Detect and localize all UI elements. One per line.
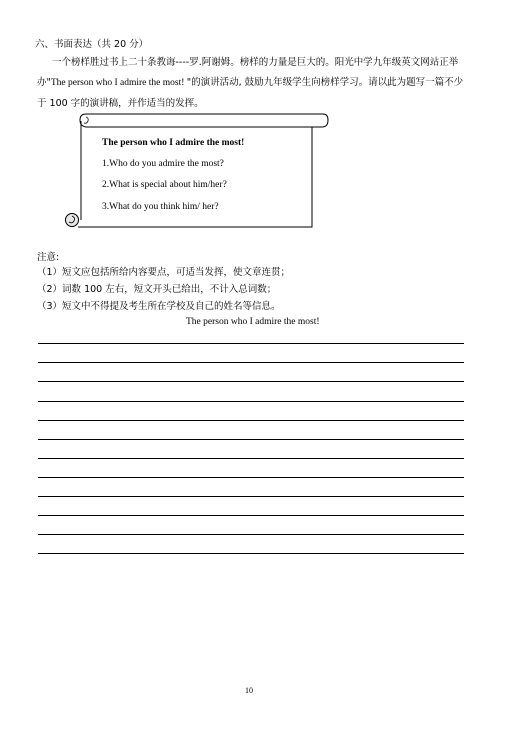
section-title: 六、书面表达（共 20 分） xyxy=(35,39,149,50)
writing-line[interactable] xyxy=(38,420,464,421)
writing-line[interactable] xyxy=(38,401,464,402)
writing-line[interactable] xyxy=(38,343,464,344)
writing-line[interactable] xyxy=(38,439,464,440)
essay-title: The person who I admire the most! xyxy=(186,317,320,327)
notes-label: 注意: xyxy=(37,252,60,263)
note-item-3: （3）短文中不得提及考生所在学校及自己的姓名等信息。 xyxy=(37,301,281,312)
writing-line[interactable] xyxy=(38,381,464,382)
scroll-box xyxy=(64,112,329,230)
writing-line[interactable] xyxy=(38,458,464,459)
scroll-question-3: 3.What do you think him/ her? xyxy=(102,202,219,212)
writing-line[interactable] xyxy=(38,362,464,363)
writing-line[interactable] xyxy=(38,534,464,535)
scroll-title: The person who I admire the most! xyxy=(102,138,245,148)
prompt-line-2 xyxy=(37,76,463,90)
prompt-line-2-suffix: "的演讲活动, 鼓励九年级学生向榜样学习。请以此为题写一篇不少 xyxy=(186,77,464,88)
scroll-frame-graphic xyxy=(64,112,329,230)
prompt-line-3: 于 100 字的演讲稿，并作适当的发挥。 xyxy=(37,98,204,109)
prompt-line-2-prefix: 办" xyxy=(37,77,51,88)
writing-line[interactable] xyxy=(38,553,464,554)
prompt-line-2-english: The person who I admire the most! xyxy=(50,78,187,88)
scroll-question-2: 2.What is special about him/her? xyxy=(102,180,227,190)
note-item-1: （1）短文应包括所给内容要点，可适当发挥，使文章连贯； xyxy=(37,267,291,278)
scroll-question-1: 1.Who do you admire the most? xyxy=(102,159,224,169)
writing-line[interactable] xyxy=(38,477,464,478)
writing-line[interactable] xyxy=(38,515,464,516)
note-item-2: （2）词数 100 左右，短文开头已给出，不计入总词数； xyxy=(37,284,277,295)
writing-line[interactable] xyxy=(38,496,464,497)
prompt-line-1: 一个榜样胜过书上二十条教诲----罗.阿谢姆。榜样的力量是巨大的。阳光中学九年级英文网站正举 xyxy=(52,57,459,68)
page-number: 10 xyxy=(245,686,253,695)
